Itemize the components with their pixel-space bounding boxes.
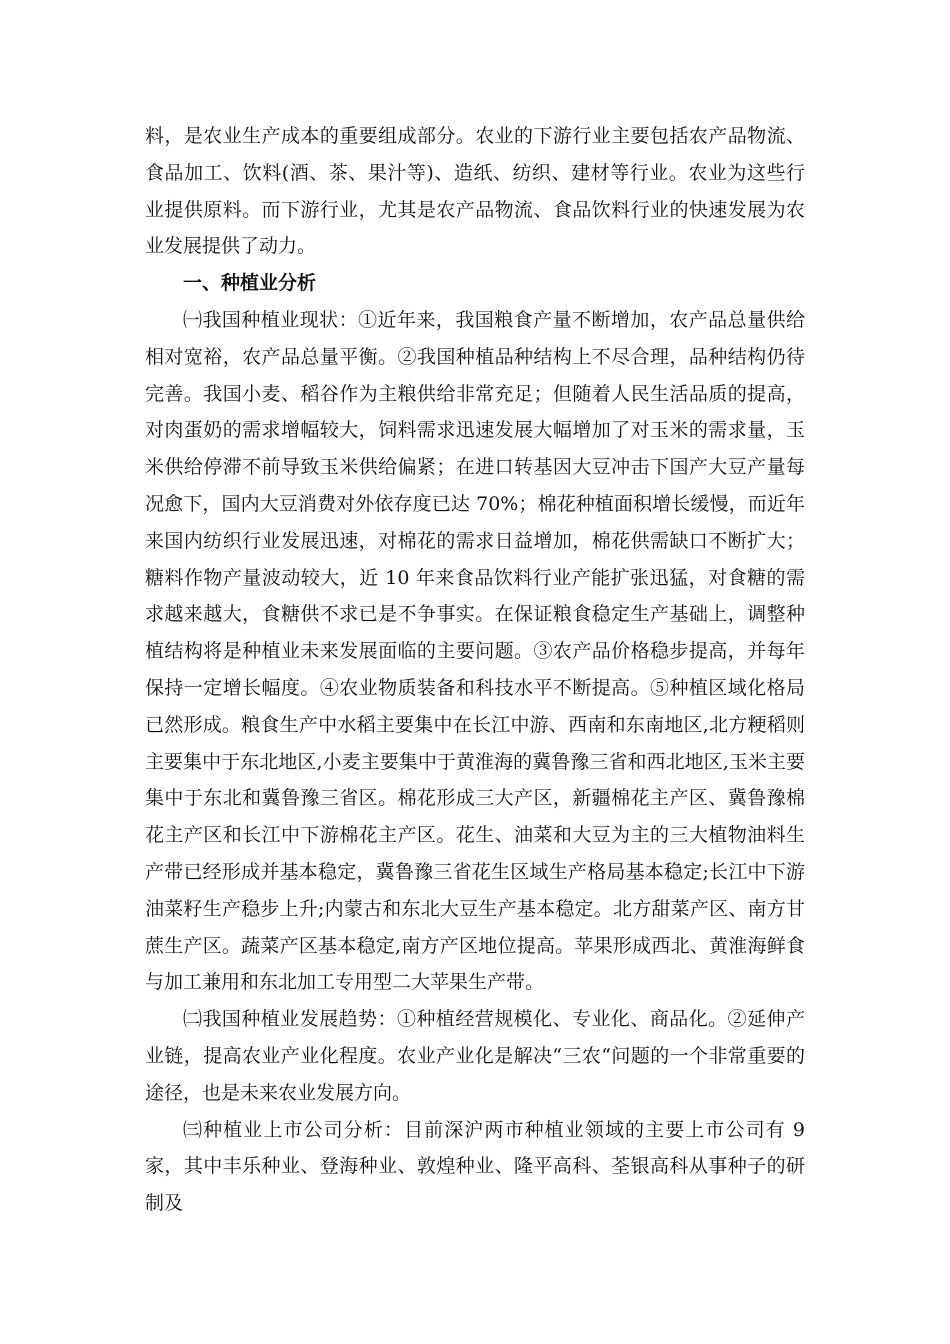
status-paragraph: ㈠我国种植业现状：①近年来，我国粮食产量不断增加，农产品总量供给相对宽裕，农产品总量平衡。②我国种植品种结构上不尽合理，品种结构仍待完善。我国小麦、稻谷作为主粮供给非常充足；但随着人民生活品质的提高，对肉蛋奶的需求增幅较大，饲料需求迅速发展大幅增加了对玉米的需求量，玉米供给停滞不前导致玉米供给偏紧；在进口转基因大豆冲击下国产大豆产量每况愈下，国内大豆消费对外依存度已达 70%；棉花种植面积增长缓慢，而近年来国内纺织行业发展迅速，对棉花的需求日益增加，棉花供需缺口不断扩大；糖料作物产量波动较大，近 10 年来食品饮料行业产能扩张迅猛，对食糖的需求越来越大，食糖供不求已是不争事实。在保证粮食稳定生产基础上，调整种植结构将是种植业未来发展面临的主要问题。③农产品价格稳步提高，并每年保持一定增长幅度。④农业物质装备和科技水平不断提高。⑤种植区域化格局已然形成。粮食生产中水稻主要集中在长江中游、西南和东南地区,北方粳稻则主要集中于东北地区,小麦主要集中于黄淮海的冀鲁豫三省和西北地区,玉米主要集中于东北和冀鲁豫三省区。棉花形成三大产区，新疆棉花主产区、冀鲁豫棉花主产区和长江中下游棉花主产区。花生、油菜和大豆为主的三大植物油料生产带已经形成并基本稳定，冀鲁豫三省花生区域生产格局基本稳定;长江中下游油菜籽生产稳步上升;内蒙古和东北大豆生产基本稳定。北方甜菜产区、南方甘蔗生产区。蔬菜产区基本稳定,南方产区地位提高。苹果形成西北、黄淮海鲜食与加工兼用和东北加工专用型二大苹果生产带。 — [145, 308, 805, 994]
trend-paragraph: ㈡我国种植业发展趋势：①种植经营规模化、专业化、商品化。②延伸产业链，提高农业产业化程度。农业产业化是解决“三农“问题的一个非常重要的途径，也是未来农业发展方向。 — [145, 1008, 805, 1104]
listed-companies-paragraph: ㈢种植业上市公司分析：目前深沪两市种植业领域的主要上市公司有 9 家，其中丰乐种业、登海种业、敦煌种业、隆平高科、荃银高科从事种子的研制及 — [145, 1118, 805, 1215]
document-page — [145, 118, 805, 1222]
section-heading: 一、种植业分析 — [183, 272, 317, 295]
intro-paragraph: 料，是农业生产成本的重要组成部分。农业的下游行业主要包括农产品物流、食品加工、饮料(酒、茶、果汁等)、造纸、纺织、建材等行业。农业为这些行业提供原料。而下游行业，尤其是农产品物流、食品饮料行业的快速发展为农业发展提供了动力。 — [145, 125, 805, 258]
